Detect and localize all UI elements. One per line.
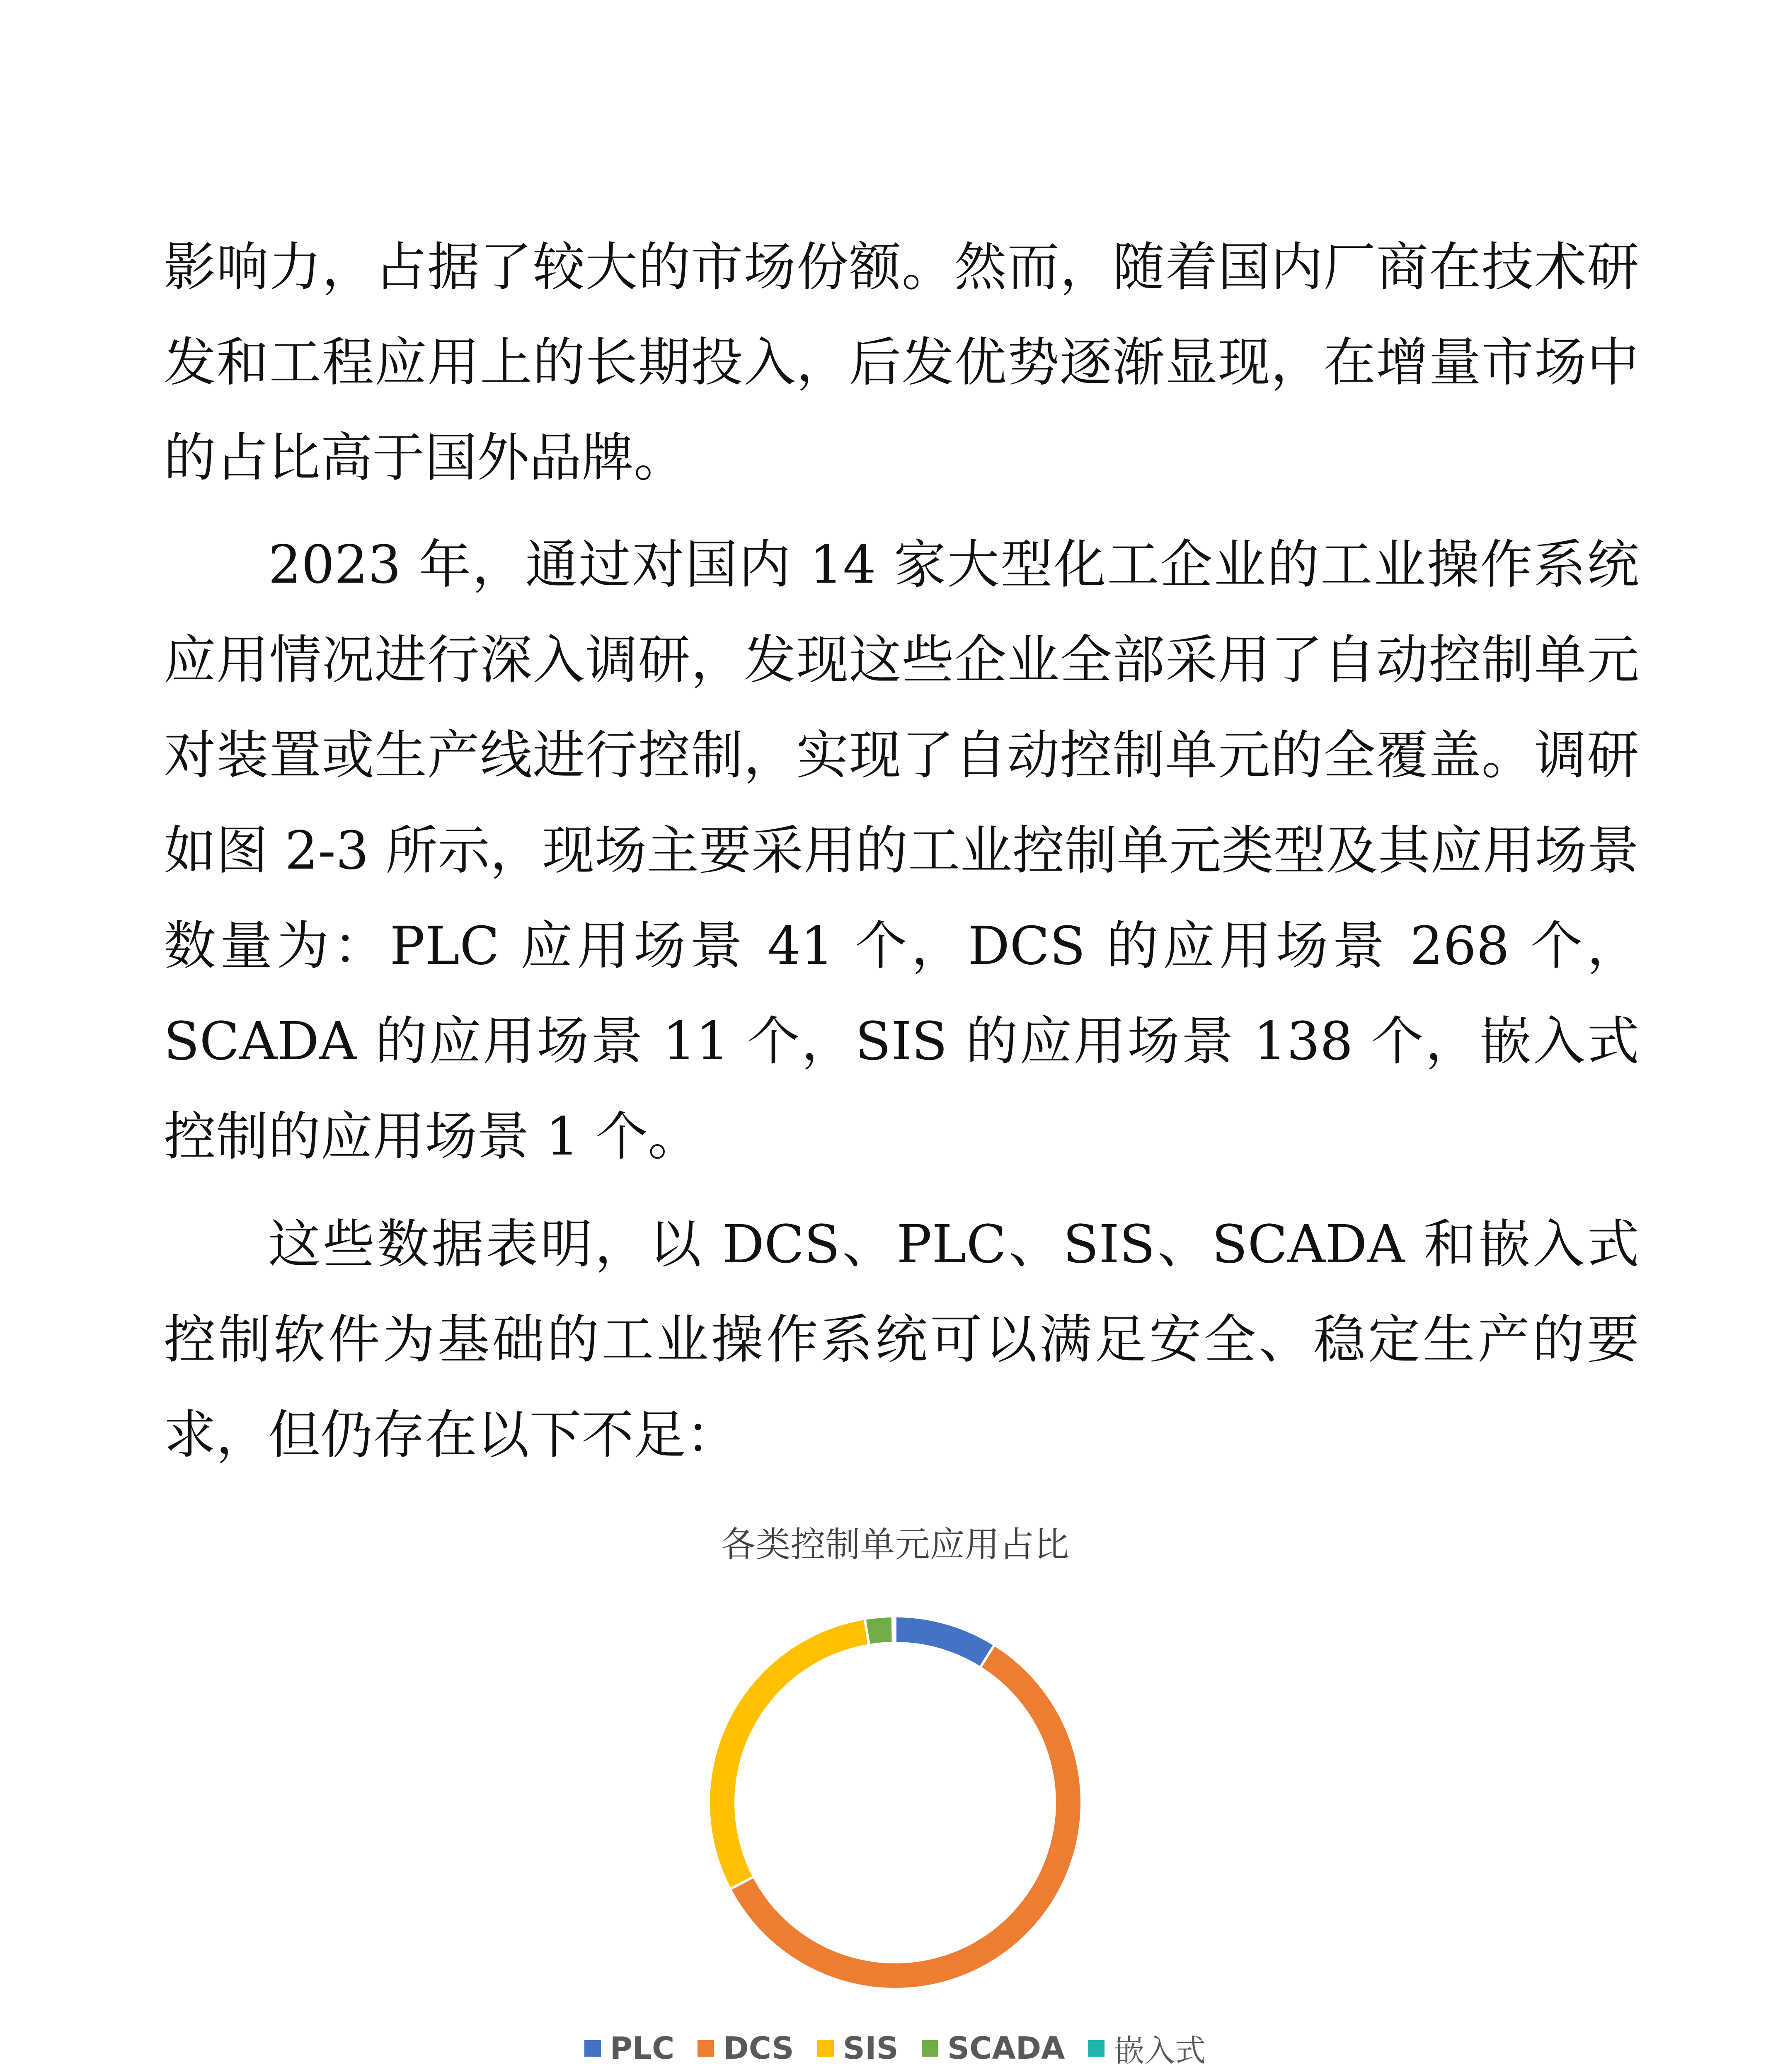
legend-label: SCADA bbox=[947, 2031, 1065, 2066]
legend-item bbox=[817, 2031, 899, 2066]
paragraph-2: 2023 年，通过对国内 14 家大型化工企业的工业操作系统应用情况进行深入调研，发现这些企业全部采用了自动控制单元对装置或生产线进行控制，实现了自动控制单元的全覆盖。调研如图 2-3 所示，现场主要采用的工业控制单元类型及其应用场景数量为：PLC 应用场景 41 个，DCS 的应用场景 268 个，SCADA 的应用场景 11 个，SIS 的应用场景 138 个，嵌入式控制的应用场景 1 个。 bbox=[164, 534, 1639, 1167]
donut-slice-plc bbox=[895, 1616, 995, 1668]
donut-chart bbox=[688, 1595, 1102, 2010]
legend-label: PLC bbox=[610, 2031, 675, 2066]
legend-swatch bbox=[817, 2040, 834, 2057]
legend-item bbox=[584, 2031, 675, 2066]
donut-slice-嵌入式 bbox=[893, 1616, 895, 1643]
legend-item bbox=[698, 2031, 794, 2066]
legend-label: SIS bbox=[843, 2031, 899, 2066]
legend-swatch bbox=[922, 2040, 938, 2057]
legend-item bbox=[1088, 2026, 1206, 2070]
legend-label: 嵌入式 bbox=[1114, 2033, 1206, 2069]
paragraph-3: 这些数据表明，以 DCS、PLC、SIS、SCADA 和嵌入式控制软件为基础的工业操作系统可以满足安全、稳定生产的要求，但仍存在以下不足： bbox=[164, 1214, 1639, 1465]
donut-slice-scada bbox=[865, 1616, 893, 1645]
legend-swatch bbox=[584, 2040, 601, 2057]
donut-slice-sis bbox=[709, 1619, 869, 1889]
legend-swatch bbox=[1088, 2040, 1105, 2057]
legend-label: DCS bbox=[723, 2031, 794, 2066]
chart-title: 各类控制单元应用占比 bbox=[721, 1524, 1069, 1565]
donut-slice-dcs bbox=[730, 1645, 1082, 1989]
legend-item bbox=[922, 2031, 1065, 2066]
chart-legend bbox=[0, 2026, 1790, 2070]
paragraph-1: 影响力，占据了较大的市场份额。然而，随着国内厂商在技术研发和工程应用上的长期投入，后发优势逐渐显现，在增量市场中的占比高于国外品牌。 bbox=[164, 237, 1639, 488]
legend-swatch bbox=[698, 2040, 714, 2057]
